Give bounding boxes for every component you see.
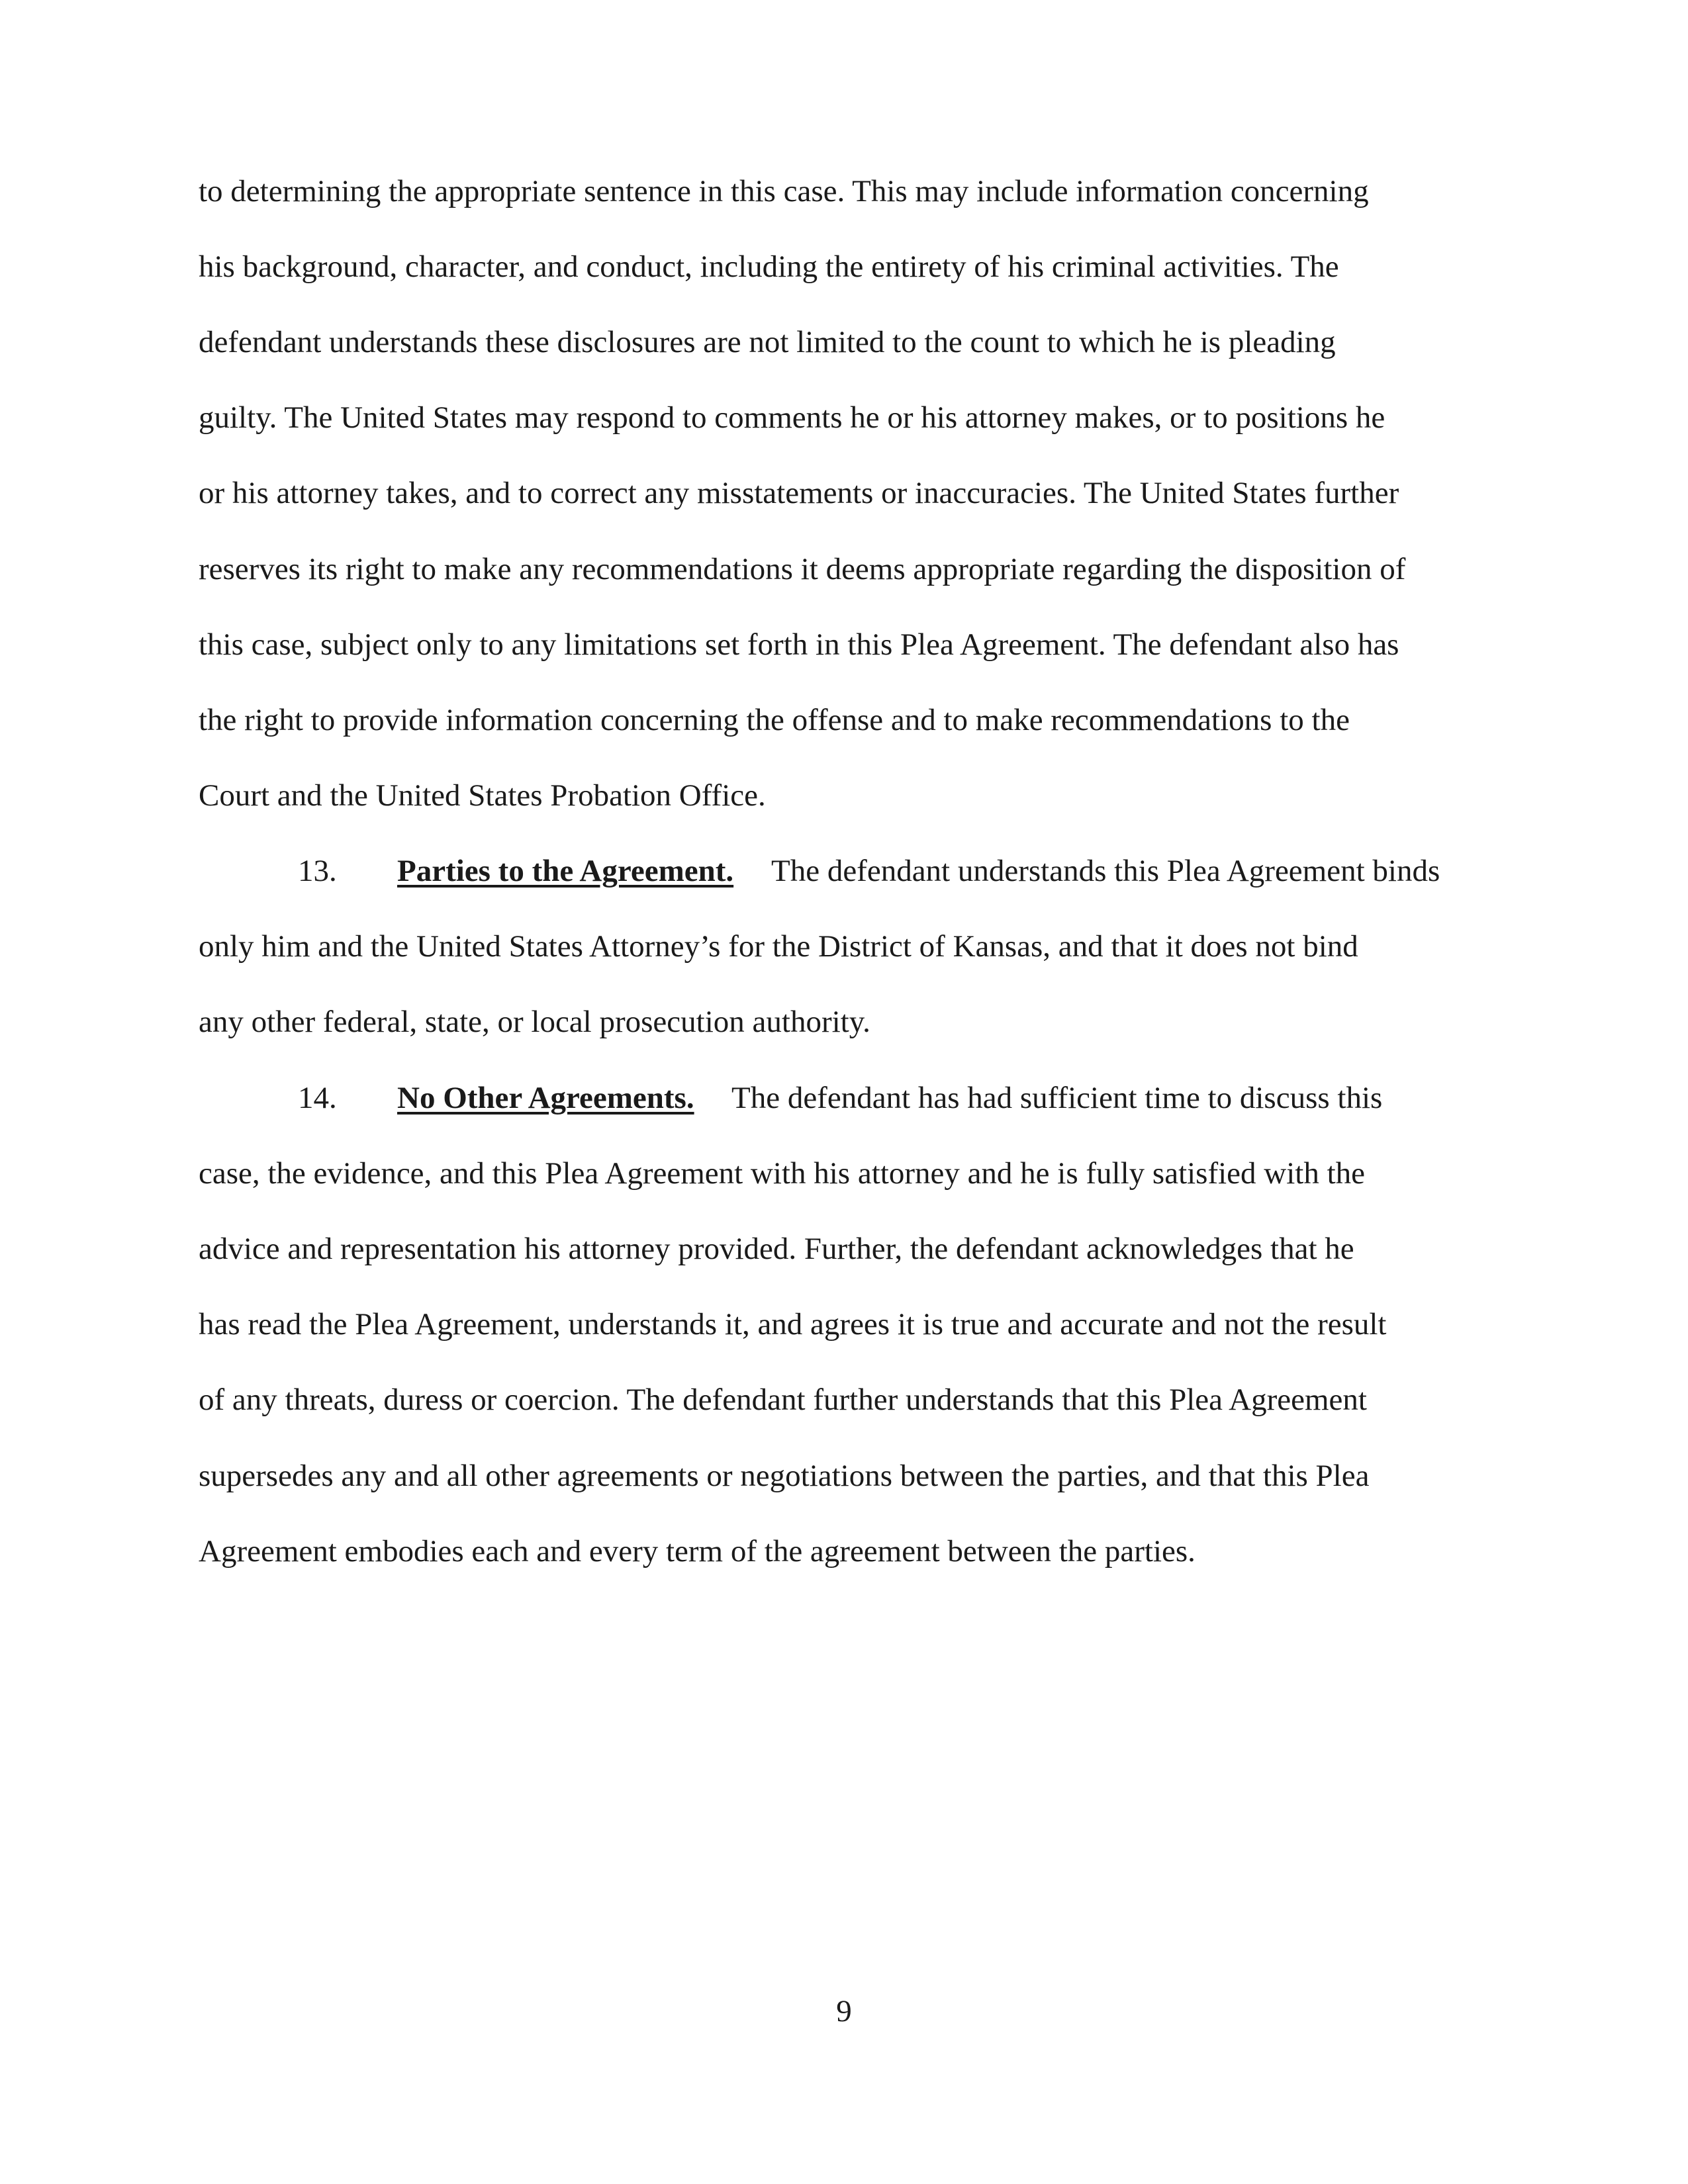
paragraph-heading: No Other Agreements. — [397, 1081, 694, 1115]
body-line: or his attorney takes, and to correct any misstatements or inaccuracies. The United States further — [199, 476, 1399, 510]
body-line: The defendant has had sufficient time to discuss this — [731, 1081, 1383, 1115]
body-line: this case, subject only to any limitations set forth in this Plea Agreement. The defendant also has — [199, 627, 1399, 662]
body-line: to determining the appropriate sentence in this case. This may include information concerning — [199, 174, 1369, 208]
body-line: case, the evidence, and this Plea Agreement with his attorney and he is fully satisfied with the — [199, 1156, 1366, 1191]
body-line: advice and representation his attorney provided. Further, the defendant acknowledges that he — [199, 1232, 1354, 1266]
body-line: has read the Plea Agreement, understands it, and agrees it is true and accurate and not the result — [199, 1307, 1387, 1342]
body-line: his background, character, and conduct, including the entirety of his criminal activities. The — [199, 250, 1339, 284]
body-line: defendant understands these disclosures are not limited to the count to which he is pleading — [199, 325, 1336, 359]
paragraph-number: 14. — [298, 1081, 337, 1115]
body-line: reserves its right to make any recommendations it deems appropriate regarding the disposition of — [199, 552, 1406, 586]
body-line: The defendant understands this Plea Agreement binds — [771, 854, 1440, 888]
body-line: of any threats, duress or coercion. The defendant further understands that this Plea Agreement — [199, 1383, 1367, 1417]
paragraph-number: 13. — [298, 854, 337, 888]
body-line: Court and the United States Probation Office. — [199, 778, 766, 813]
body-line: Agreement embodies each and every term of the agreement between the parties. — [199, 1534, 1196, 1569]
page-number: 9 — [836, 1994, 852, 2028]
body-line: guilty. The United States may respond to comments he or his attorney makes, or to positions he — [199, 400, 1385, 435]
body-line: any other federal, state, or local prosecution authority. — [199, 1005, 870, 1039]
paragraph-heading: Parties to the Agreement. — [397, 854, 734, 888]
body-line: the right to provide information concerning the offense and to make recommendations to the — [199, 703, 1350, 737]
body-line: supersedes any and all other agreements or negotiations between the parties, and that this Plea — [199, 1459, 1370, 1493]
body-line: only him and the United States Attorney’s for the District of Kansas, and that it does not bind — [199, 929, 1358, 964]
